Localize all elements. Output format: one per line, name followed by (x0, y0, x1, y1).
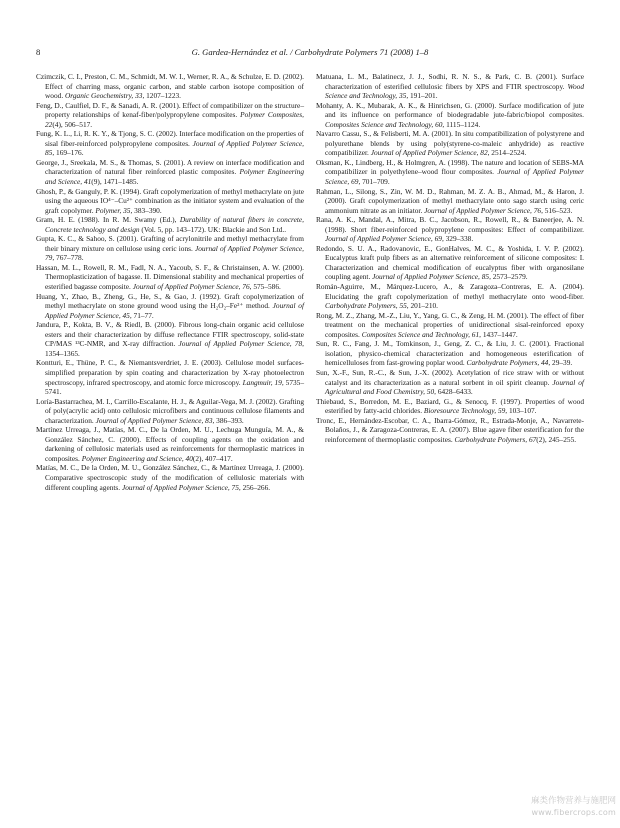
reference-pages: , 5735–5741. (45, 377, 305, 397)
reference-authors-title: Sun, X.-F., Sun, R.-C., & Sun, J.-X. (2002). Acetylation of rice straw with or without catalyst and its characterization as a natural sorbent in oil spirit cleanup. (316, 367, 584, 387)
reference-pages: (Vol. 5, pp. 143–172). UK: Blackie and Son Ltd.. (139, 224, 287, 234)
reference-authors-title: Redondo, S. U. A., Radovanovic, E., GonHalves, M. C., & Yoshida, I. V. P. (2002). Eucalyptus kraft pulp fibers as an alternative reinforcement of silicone composites: I. Characterization and chemical modification of eucalyptus fiber with organosilane coupling agent. (316, 243, 584, 282)
reference-entry (36, 129, 304, 158)
reference-entry (316, 243, 584, 282)
reference-authors-title: Feng, D., Caulfiel, D. F., & Sanadi, A. R. (2001). Effect of compatibilizer on the structure–property relationships of kenaf-fiber/polypropylene composites. (36, 100, 304, 120)
watermark-site-name: 麻类作物营养与施肥网 (530, 796, 616, 806)
reference-journal: Journal of Applied Polymer Science, 85 (45, 138, 304, 158)
reference-entry (316, 310, 584, 340)
reference-journal: Polymer, 35 (95, 205, 131, 215)
reference-pages: , 575–586. (249, 282, 281, 292)
reference-pages: , 1437–1447. (479, 329, 518, 339)
reference-journal: Journal of Applied Polymer Science, 75 (121, 482, 239, 492)
reference-authors-title: Gram, H. E. (1988). In R. M. Swamy (Ed.), (36, 215, 180, 225)
reference-entry (316, 339, 584, 368)
reference-pages: , 386–393. (212, 415, 244, 425)
reference-authors-title: Matías, M. C., De la Orden, M. U., González Sánchez, C., & Martínez Urreaga, J. (2000). Comparative spectroscopic study of the modification of cellulosic materials with different coupling agents. (36, 463, 304, 492)
reference-pages: , 256–266. (238, 482, 271, 492)
reference-pages: , 1115–1124. (442, 119, 481, 129)
reference-journal: Journal of Applied Polymer Science, 78 (178, 339, 303, 349)
reference-journal: Composites Science and Technology, 60 (325, 119, 443, 129)
reference-authors-title: Kontturi, E., Thüne, P. C., & Niemantsverdriet, J. E. (2003). Cellulose model surfaces-simplified preparation by spin coating and characterization by X-ray photoelectron spectroscopy, infrared spectroscopy, and atomic force microscopy. (36, 358, 304, 387)
reference-journal: Journal of Applied Polymer Science, 83 (95, 415, 213, 425)
reference-entry (36, 157, 304, 187)
reference-pages: (2), 407–417. (192, 453, 233, 463)
page-number: 8 (36, 47, 41, 57)
reference-pages: (2), 245–255. (536, 434, 577, 444)
reference-entry (316, 72, 584, 101)
reference-journal: Journal of Applied Polymer Science, 76 (424, 205, 542, 215)
reference-authors-title: Fung, K. L., Li, R. K. Y., & Tjong, S. C. (2002). Interface modification on the properties of sisal fiber-reinforced polypropylene composites. (36, 129, 304, 148)
reference-authors-title: Martínez Urreaga, J., Matías, M. C., De la Orden, M. U., Lechuga Munguía, M. A., & González Sánchez, C. (2000). Effects of coupling agents on the oxidation and darkening of cellulosic materials used as reinforcements for thermoplastic matrices in composites. (36, 425, 304, 463)
reference-authors-title: Thiebaud, S., Borredon, M. E., Baziard, G., & Senocq, F. (1997). Properties of wood esterified by fatty-acid chlorides. (316, 396, 584, 416)
reference-pages: , 1207–1223. (142, 91, 181, 101)
reference-authors-title: George, J., Sreekala, M. S., & Thomas, S. (2001). A review on interface modification and characterization of natural fiber reinforced plastic composites. (36, 157, 304, 177)
reference-journal: Journal of Applied Polymer Science, 82 (370, 148, 488, 158)
watermark (520, 796, 616, 818)
reference-authors-title: Hassan, M. L., Rowell, R. M., Fadl, N. A., Yacoub, S. F., & Christainsen, A. W. (2000). Thermoplasticization of bagasse. II. Dimensional stability and mechanical properties of esterified bagasse composite. (36, 262, 304, 292)
reference-authors-title: Sun, R. C., Fang, J. M., Tomkinson, J., Geng, Z. C., & Liu, J. C. (2001). Fractional isolation, physico-chemical characterization and homogeneous esterification of hemicelluloses from fast-growing poplar wood. (316, 339, 584, 368)
reference-journal: Journal of Applied Polymer Science, 69 (325, 234, 442, 244)
reference-entry (316, 129, 584, 158)
reference-entry (316, 186, 584, 216)
reference-journal: Polymer Engineering and Science, 40 (81, 453, 193, 463)
reference-entry (36, 215, 304, 234)
reference-journal: Journal of Applied Polymer Science, 76 (132, 282, 250, 292)
reference-journal: Durability of natural fibers in concrete, Concrete technology and design (45, 215, 304, 234)
reference-pages: , 767–778. (52, 253, 84, 263)
reference-entry (36, 320, 304, 358)
reference-journal: Organic Geochemistry, 33 (65, 91, 143, 101)
references-column-left (36, 72, 304, 492)
reference-journal: Polymer Engineering and Science, 41 (45, 167, 304, 187)
reference-journal: Polymer Composites, 22 (45, 110, 304, 129)
reference-pages: , 29–39. (548, 358, 573, 368)
reference-journal: Carbohydrate Polymers, 44 (466, 358, 549, 368)
reference-entry (36, 358, 305, 397)
reference-entry (36, 425, 304, 463)
reference-pages: , 329–338. (441, 234, 474, 244)
reference-journal: Journal of Agricultural and Food Chemistry, 50 (325, 377, 584, 397)
reference-entry (36, 186, 304, 216)
reference-authors-title: Jandura, P., Kokta, B. V., & Riedl, B. (2000). Fibrous long-chain organic acid cellulose esters and their characterization by diffuse reflectance FTIR spectroscopy, solid-state CP/MAS ¹³C-NMR, and X-ray diffraction. (36, 320, 304, 349)
reference-pages: , 169–176. (52, 148, 84, 158)
reference-authors-title: Loría-Bastarrachea, M. I., Carrillo-Escalante, H. J., & Aguilar-Vega, M. J. (2002). Grafting of poly(acrylic acid) onto cellulosic microfibers and continuous cellulose filaments and characterization. (36, 396, 304, 425)
reference-journal: Composites Science and Technology, 61 (361, 329, 480, 339)
reference-authors-title: Tronc, E., Hernández-Escobar, C. A., Ibarra-Gómez, R., Estrada-Monje, A., Navarrete-Bolaños, J., & Zaragoza-Contreras, E. A. (2007). Blue agave fiber esterification for the reinforcement of thermoplastic composites. (316, 415, 584, 444)
reference-authors-title: Rana, A. K., Mandal, A., Mitra, B. C., Jacobson, R., Rowell, R., & Baneerjee, A. N. (1998). Short fiber-reinforced polypropylene composites: Effect of compatibilizer. (316, 215, 584, 234)
reference-entry (316, 100, 584, 130)
reference-authors-title: Czimczik, C. I., Preston, C. M., Schmidt, M. W. I., Werner, R. A., & Schulze, E. D. (2002). Effect of charring mass, organic carbon, and stable carbon isotope composition of wood. (36, 72, 304, 101)
reference-entry (316, 367, 584, 397)
watermark-url: www.fibercrops.com (531, 808, 616, 817)
reference-pages: , 71–77. (129, 310, 154, 320)
reference-authors-title: Oksman, K., Lindberg, H., & Holmgren, A. (1998). The nature and location of SEBS-MA compatibilizer in polyethylene–wood flour composites. (316, 157, 584, 177)
references-column-right (316, 72, 584, 444)
reference-authors-title: Matuana, L. M., Balatinecz, J. J., Sodhi, R. N. S., & Park, C. B. (2001). Surface characterization of esterified cellulosic fibers by XPS and FTIR spectroscopy. (316, 72, 584, 91)
reference-journal: Carbohydrate Polymers, 67 (454, 434, 537, 444)
reference-authors-title: Navarro Cassu, S., & Felisberti, M. A. (2001). In situ compatibilization of polystyrene and polyurethane blends by using poly(styrene-co-maleic anhydride) as reactive compatibilizer. (316, 129, 584, 158)
reference-pages: (4), 506–517. (52, 119, 93, 129)
reference-entry (36, 396, 304, 426)
reference-pages: , 201–210. (406, 301, 439, 311)
reference-entry (36, 291, 304, 321)
reference-journal: Journal of Applied Polymer Science, 69 (325, 167, 584, 187)
reference-entry (316, 282, 584, 311)
reference-journal: Bioresource Technology, 59 (423, 406, 506, 416)
reference-pages: , 2573–2579. (489, 272, 528, 282)
reference-pages: , 191–201. (406, 91, 438, 101)
reference-entry (36, 463, 304, 492)
reference-authors-title: Román-Aguirre, M., Márquez-Lucero, A., & Zaragoza–Contreras, E. A. (2004). Elucidating the graft copolymerization of methyl methacrylate onto wood-fiber. (316, 282, 584, 301)
reference-entry (316, 396, 584, 416)
reference-entry (316, 215, 584, 244)
running-head: G. Gardea-Hernández et al. / Carbohydrate Polymers 71 (2008) 1–8 (191, 47, 429, 57)
page-header (36, 47, 584, 59)
reference-journal: Journal of Applied Polymer Science, 85 (372, 272, 490, 282)
reference-journal: Journal of Applied Polymer Science, 45 (45, 301, 304, 320)
reference-pages: (9), 1471–1485. (91, 177, 139, 187)
reference-entry (316, 157, 584, 187)
reference-authors-title: Mohanty, A. K., Mubarak, A. K., & Hinrichsen, G. (2000). Surface modification of jute and its influence on performance of biodegradable jute-fabric/biopol composites. (316, 100, 584, 120)
reference-pages: , 2514–2524. (487, 148, 527, 158)
reference-entry (36, 234, 304, 263)
reference-pages: , 1354–1365. (45, 339, 304, 358)
reference-journal: Langmuir, 19 (242, 377, 282, 387)
reference-pages: , 6428–6433. (434, 387, 473, 397)
reference-pages: , 516–523. (541, 205, 573, 215)
reference-authors-title: Rahman, L., Silong, S., Zin, W. M. D., Rahman, M. Z. A. B., Ahmad, M., & Haron, J. (2000). Graft copolymerization of methyl methacrylate onto sago starch using ceric ammonium nitrate as an initiator. (316, 186, 584, 215)
reference-journal: Carbohydrate Polymers, 55 (325, 301, 407, 311)
reference-journal: Journal of Applied Polymer Science, 79 (45, 243, 304, 263)
reference-authors-title: Ghosh, P., & Ganguly, P. K. (1994). Graft copolymerization of methyl methacrylate on jute using the aqueous IO⁴⁻–Cu²⁺ combination as the initiator system and evaluation of the graft copolymer. (36, 186, 304, 215)
reference-authors-title: Gupta, K. C., & Sahoo, S. (2001). Grafting of acrylonitrile and methyl methacrylate from their binary mixture on cellulose using ceric ions. (36, 234, 304, 253)
reference-entry (36, 262, 304, 292)
reference-entry (36, 100, 304, 130)
reference-pages: , 103–107. (505, 406, 537, 416)
reference-authors-title: Rong, M. Z., Zhang, M.-Z., Liu, Y., Yang, G. C., & Zeng, H. M. (2001). The effect of fiber treatment on the mechanical properties of unidirectional sisal-reinforced epoxy composites. (316, 310, 584, 339)
reference-journal: Wood Science and Technology, 35 (325, 81, 584, 101)
reference-entry (316, 415, 584, 445)
reference-pages: , 701–709. (358, 177, 390, 187)
reference-entry (36, 72, 304, 101)
reference-authors-title: Huang, Y., Zhao, B., Zheng, G., He, S., & Gao, J. (1992). Graft copolymerization of methyl methacrylate on stone ground wood using the H₂O₂–Fe²⁺ method. (36, 291, 304, 311)
reference-pages: , 383–390. (130, 205, 162, 215)
